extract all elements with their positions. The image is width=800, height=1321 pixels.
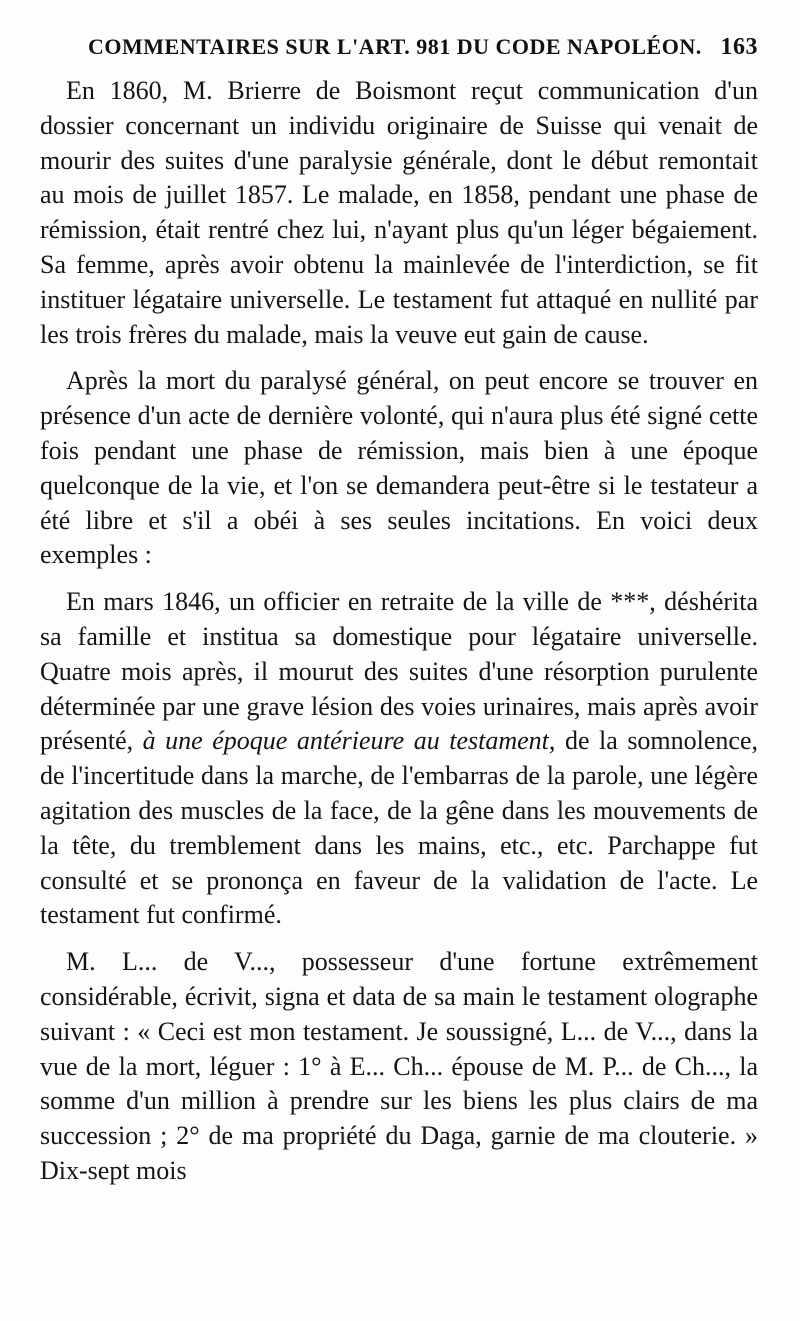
paragraph-after-death: Après la mort du paralysé général, on peut encore se trouver en présence d'un acte de dernière volonté, qui n'aura plus été signé cette fois pendant une phase de rémission, mais bien à une époque quelconque de la vie, et l'on se demandera peut-être si le testateur a été libre et s'il a obéi à ses seules incitations. En voici deux exemples : xyxy=(40,366,758,570)
paragraph-officer-text-after: , de la somnolence, de l'incertitude dans la marche, de l'embarras de la parole, une légère agitation des muscles de la face, de la gêne dans les mouvements de la tête, du tremblement dans les mains, etc., etc. Parchappe fut consulté et se prononça en faveur de la validation de l'acte. Le testament fut confirmé. xyxy=(40,726,758,930)
paragraph-holographic-testament: M. L... de V..., possesseur d'une fortune extrêmement considérable, écrivit, signa et data de sa main le testament olographe suivant : « Ceci est mon testament. Je soussigné, L... de V..., dans la vue de la mort, léguer : 1° à E... Ch... épouse de M. P... de Ch..., la somme d'un million à prendre sur les biens les plus clairs de ma succession ; 2° de ma propriété du Daga, garnie de ma clouterie. » Dix-sept mois xyxy=(40,947,758,1185)
running-header-title: COMMENTAIRES SUR L'ART. 981 DU CODE NAPOLÉON. xyxy=(88,34,702,59)
paragraph-officer-case xyxy=(40,585,758,933)
body-text xyxy=(40,74,758,1189)
running-header xyxy=(88,34,758,74)
paragraph-officer-italic: à une époque antérieure au testament xyxy=(142,726,549,756)
page-number: 163 xyxy=(720,34,758,60)
paragraph-officer-text-before: En mars 1846, un officier en retraite de la ville de ***, déshérita sa famille et institua sa domestique pour légataire universelle. Quatre mois après, il mourut des suites d'une résorption purulente déterminée par une grave lésion des voies urinaires, mais après avoir présenté, xyxy=(40,587,758,756)
paragraph-brierre-case: En 1860, M. Brierre de Boismont reçut communication d'un dossier concernant un individu originaire de Suisse qui venait de mourir des suites d'une paralysie générale, dont le début remontait au mois de juillet 1857. Le malade, en 1858, pendant une phase de rémission, était rentré chez lui, n'ayant plus qu'un léger bégaiement. Sa femme, après avoir obtenu la mainlevée de l'interdiction, se fit instituer légataire universelle. Le testament fut attaqué en nullité par les trois frères du malade, mais la veuve eut gain de cause. xyxy=(40,76,758,349)
